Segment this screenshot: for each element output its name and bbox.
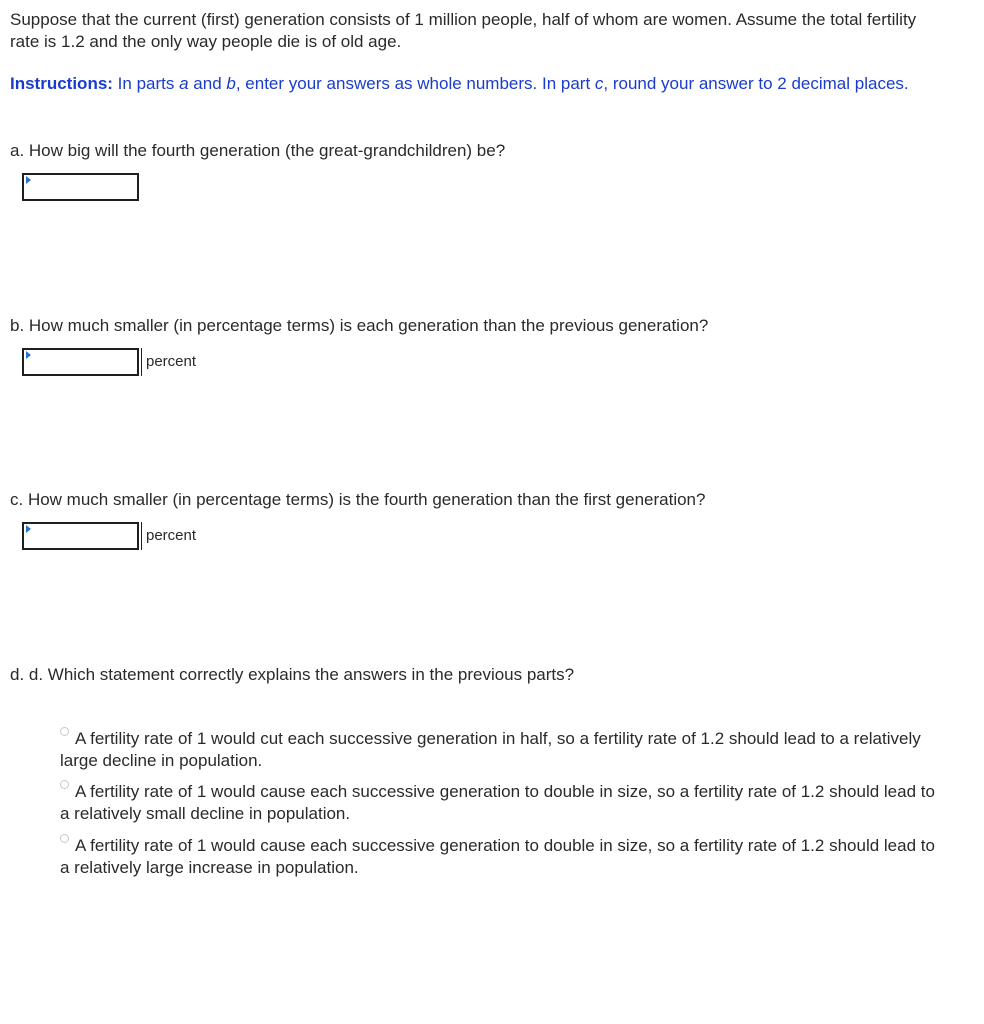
answer-c-unit: percent xyxy=(141,522,196,550)
question-c: c. How much smaller (in percentage terms) is the fourth generation than the first generation? xyxy=(10,490,706,509)
answer-b-input[interactable] xyxy=(22,348,139,376)
answer-a-input[interactable] xyxy=(22,173,139,201)
instructions-part-b: b xyxy=(226,74,236,93)
instructions-text-3: , enter your answers as whole numbers. In part xyxy=(235,74,595,93)
question-a: a. How big will the fourth generation (the great-grandchildren) be? xyxy=(10,141,506,160)
input-caret-icon xyxy=(26,176,31,184)
radio-button-icon[interactable] xyxy=(60,834,69,843)
answer-b-unit: percent xyxy=(141,348,196,376)
problem-intro: Suppose that the current (first) generation consists of 1 million people, half of whom are women. Assume the total fertility rate is 1.2 and the only way people die is of old age. xyxy=(10,10,917,51)
question-b: b. How much smaller (in percentage terms) is each generation than the previous generation? xyxy=(10,316,709,335)
option-2[interactable] xyxy=(60,780,940,825)
instructions-part-c: c xyxy=(594,74,604,93)
input-caret-icon xyxy=(26,351,31,359)
option-2-text: A fertility rate of 1 would cause each successive generation to double in size, so a fertility rate of 1.2 should lead to a relatively small decline in population. xyxy=(60,782,935,823)
instructions-lead: Instructions: xyxy=(10,74,113,93)
question-d: d. d. Which statement correctly explains the answers in the previous parts? xyxy=(10,665,575,684)
answer-c-input[interactable] xyxy=(22,522,139,550)
instructions-text-2: and xyxy=(188,74,227,93)
radio-button-icon[interactable] xyxy=(60,780,69,789)
instructions-text-1: In parts xyxy=(112,74,180,93)
option-1[interactable] xyxy=(60,727,940,772)
option-3-text: A fertility rate of 1 would cause each successive generation to double in size, so a fertility rate of 1.2 should lead to a relatively large increase in population. xyxy=(60,836,935,877)
option-3[interactable] xyxy=(60,834,940,879)
instructions-text-4: , round your answer to 2 decimal places. xyxy=(603,74,909,93)
option-1-text: A fertility rate of 1 would cut each successive generation in half, so a fertility rate of 1.2 should lead to a relatively large decline in population. xyxy=(60,729,921,770)
instructions-part-a: a xyxy=(179,74,189,93)
radio-button-icon[interactable] xyxy=(60,727,69,736)
instructions xyxy=(10,73,950,95)
input-caret-icon xyxy=(26,525,31,533)
